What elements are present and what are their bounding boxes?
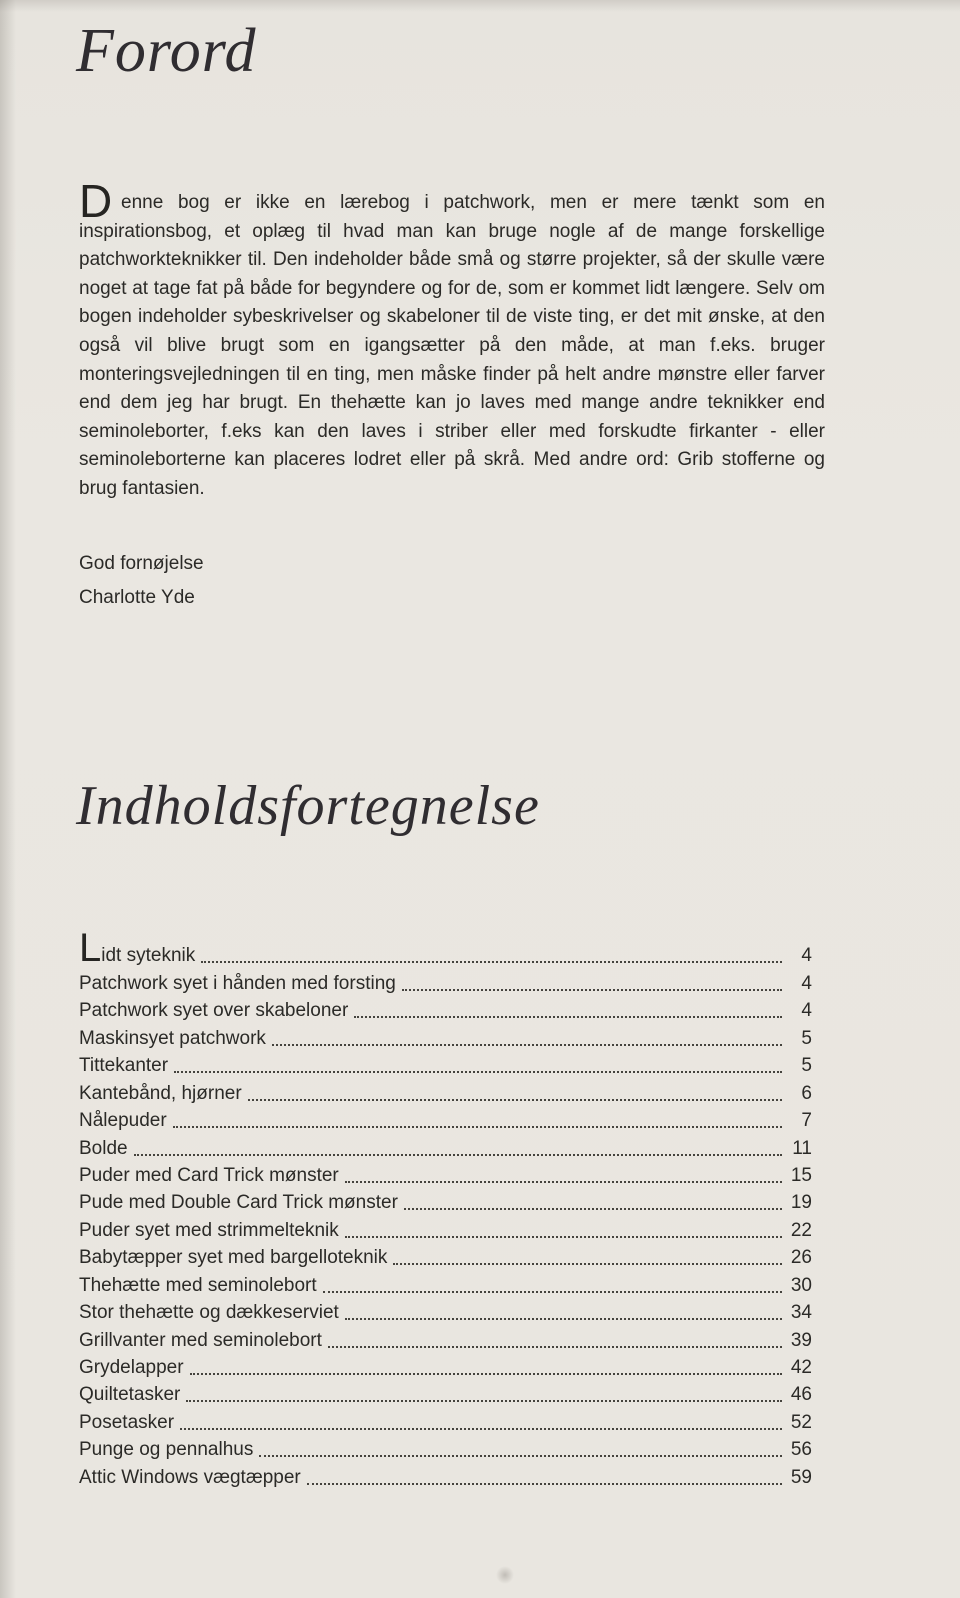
signoff-text: God fornøjelse bbox=[79, 553, 204, 574]
toc-page-number: 6 bbox=[801, 1082, 812, 1104]
toc-entry-text: Grydelapper bbox=[79, 1357, 184, 1378]
toc-row bbox=[79, 1243, 812, 1270]
toc-entry-text: Posetasker bbox=[79, 1411, 175, 1433]
toc-row bbox=[79, 1051, 812, 1078]
toc-dot-leader bbox=[186, 1400, 782, 1402]
toc-entry-text: Bolde bbox=[79, 1137, 128, 1159]
toc-entry-text: Puder med Card Trick mønster bbox=[79, 1164, 339, 1186]
toc-dot-leader bbox=[173, 1126, 782, 1128]
toc-row bbox=[79, 968, 812, 995]
toc-row bbox=[79, 1435, 812, 1462]
toc-entry-label bbox=[79, 1027, 266, 1051]
toc-page-number: 52 bbox=[790, 1411, 812, 1433]
toc-dot-leader bbox=[345, 1181, 782, 1183]
toc-dot-leader bbox=[402, 989, 782, 991]
toc-page-number: 46 bbox=[790, 1384, 812, 1406]
toc-page-number: 11 bbox=[792, 1137, 812, 1159]
toc-entry-text: Pude med Double Card Trick mønster bbox=[79, 1192, 398, 1214]
author-name: Charlotte Yde bbox=[79, 587, 195, 608]
toc-page-number: 5 bbox=[801, 1055, 812, 1077]
toc-entry-label bbox=[79, 1109, 167, 1133]
toc-entry-text: Puder syet med strimmelteknik bbox=[79, 1219, 339, 1241]
toc-entry-text: Patchwork syet over skabeloner bbox=[79, 1000, 349, 1022]
toc-entry-text: Thehætte med seminolebort bbox=[79, 1274, 317, 1296]
toc-entry-label bbox=[79, 1164, 339, 1188]
toc-row bbox=[79, 1078, 812, 1105]
toc-dot-leader bbox=[180, 1428, 782, 1430]
toc-dot-leader bbox=[345, 1236, 782, 1238]
toc-dot-leader bbox=[323, 1291, 782, 1293]
toc-entry-label bbox=[79, 999, 348, 1023]
toc-title: Indholdsfortegnelse bbox=[76, 775, 540, 837]
toc-page-number: 42 bbox=[790, 1357, 812, 1378]
toc-row bbox=[79, 996, 812, 1023]
toc-dot-leader bbox=[134, 1154, 782, 1156]
toc-dot-leader bbox=[248, 1099, 782, 1101]
toc-row bbox=[79, 1353, 812, 1380]
foreword-paragraph bbox=[79, 175, 825, 504]
toc-page-number: 22 bbox=[790, 1219, 812, 1241]
toc-dot-leader bbox=[354, 1016, 782, 1018]
toc-dot-leader bbox=[307, 1483, 782, 1485]
toc-entry-label bbox=[79, 1301, 339, 1325]
toc-entry-label bbox=[79, 1082, 242, 1106]
toc-entry-text: Babytæpper syet med bargelloteknik bbox=[79, 1247, 388, 1269]
toc-entry-text: Quiltetasker bbox=[79, 1384, 181, 1406]
toc-entry-text: Punge og pennalhus bbox=[79, 1439, 254, 1461]
toc-dot-leader bbox=[328, 1346, 782, 1348]
foreword-title: Forord bbox=[76, 17, 257, 85]
toc-dot-leader bbox=[201, 961, 782, 963]
toc-row bbox=[79, 1298, 812, 1325]
toc-row bbox=[79, 1462, 812, 1489]
toc-entry-label bbox=[79, 1274, 317, 1298]
toc-entry-text: Patchwork syet i hånden med forsting bbox=[79, 972, 396, 994]
toc-entry-text: Nålepuder bbox=[79, 1110, 167, 1132]
toc-row bbox=[79, 1407, 812, 1434]
toc-page-number: 4 bbox=[801, 1000, 812, 1022]
toc-page-number: 4 bbox=[801, 972, 812, 994]
toc-page-number: 56 bbox=[790, 1439, 812, 1461]
drop-cap: D bbox=[79, 175, 113, 227]
toc-entry-text: Grillvanter med seminolebort bbox=[79, 1329, 322, 1351]
toc-dot-leader bbox=[345, 1318, 782, 1320]
toc-entry-label bbox=[79, 1329, 322, 1353]
toc-page-number: 30 bbox=[790, 1274, 812, 1296]
toc-page-number: 34 bbox=[790, 1302, 812, 1324]
toc-entry-text: Kantebånd, hjørner bbox=[79, 1082, 242, 1104]
toc-entry-label bbox=[79, 1411, 174, 1435]
toc-row bbox=[79, 1161, 812, 1188]
toc-page-number: 15 bbox=[790, 1164, 812, 1186]
toc-page-number: 39 bbox=[790, 1329, 812, 1351]
toc-entry-label bbox=[79, 1191, 398, 1215]
toc-dot-leader bbox=[259, 1455, 782, 1457]
toc-row bbox=[79, 1133, 812, 1160]
toc-entry-label bbox=[79, 926, 196, 971]
toc-page-number: 4 bbox=[801, 945, 812, 967]
toc-entry-label bbox=[79, 1137, 128, 1161]
toc-entry-text: Tittekanter bbox=[79, 1055, 169, 1077]
toc-entry-label bbox=[79, 1246, 387, 1270]
foreword-text: enne bog er ikke en lærebog i patchwork, men er mere tænkt som en inspirationsbog, et oplæg til hvad man kan bruge nogle af de mange forskellige patchworkteknikker til. Den indeholder både små og større projekter, så der skulle være noget at tage fat på både for begyndere og for de, som er kommet lidt længere. Selv om bogen indeholder sybeskrivelser og skabeloner til de viste ting, er det mit ønske, at den også vil blive brugt som en igangsætter på den måde, at man f.eks. bruger monteringsvejledningen til en ting, men måske finder på helt andre mønstre eller farver end dem jeg har brugt. En thehætte kan jo laves med mange andre teknikker end seminoleborter, f.eks kan den laves i striber eller med forskudte firkanter - eller seminoleborterne kan placeres lodret eller på skrå. Med andre ord: Grib stofferne og brug fantasien. bbox=[79, 192, 825, 499]
toc-dot-leader bbox=[393, 1263, 782, 1265]
toc-page-number: 7 bbox=[801, 1110, 812, 1132]
toc-dot-leader bbox=[174, 1071, 782, 1073]
toc-entry-text: Maskinsyet patchwork bbox=[79, 1027, 266, 1049]
toc-entry-label bbox=[79, 1466, 301, 1490]
toc-entry-text: Attic Windows vægtæpper bbox=[79, 1466, 301, 1488]
toc-row bbox=[79, 1106, 812, 1133]
toc-entry-label bbox=[79, 1383, 180, 1407]
toc-row bbox=[79, 1325, 812, 1352]
toc-row bbox=[79, 1023, 812, 1050]
toc-dot-leader bbox=[190, 1373, 782, 1375]
toc-dot-leader bbox=[272, 1044, 782, 1046]
toc-entry-initial: L bbox=[79, 926, 102, 971]
toc-entry-label bbox=[79, 1054, 168, 1078]
toc-row bbox=[79, 1215, 812, 1242]
toc-list bbox=[79, 926, 812, 1490]
toc-page-number: 26 bbox=[790, 1247, 812, 1269]
toc-entry-label bbox=[79, 1438, 253, 1462]
toc-entry-text: idt syteknik bbox=[101, 945, 196, 967]
toc-row bbox=[79, 1380, 812, 1407]
toc-entry-label bbox=[79, 972, 396, 996]
toc-row bbox=[79, 1188, 812, 1215]
toc-entry-text: Stor thehætte og dækkeserviet bbox=[79, 1302, 339, 1324]
toc-page-number: 19 bbox=[790, 1192, 812, 1214]
toc-page-number: 59 bbox=[790, 1466, 812, 1488]
toc-entry-label bbox=[79, 1356, 184, 1380]
toc-row bbox=[79, 926, 812, 971]
toc-row bbox=[79, 1270, 812, 1297]
toc-entry-label bbox=[79, 1219, 339, 1243]
toc-page-number: 5 bbox=[801, 1027, 812, 1049]
toc-dot-leader bbox=[404, 1208, 782, 1210]
